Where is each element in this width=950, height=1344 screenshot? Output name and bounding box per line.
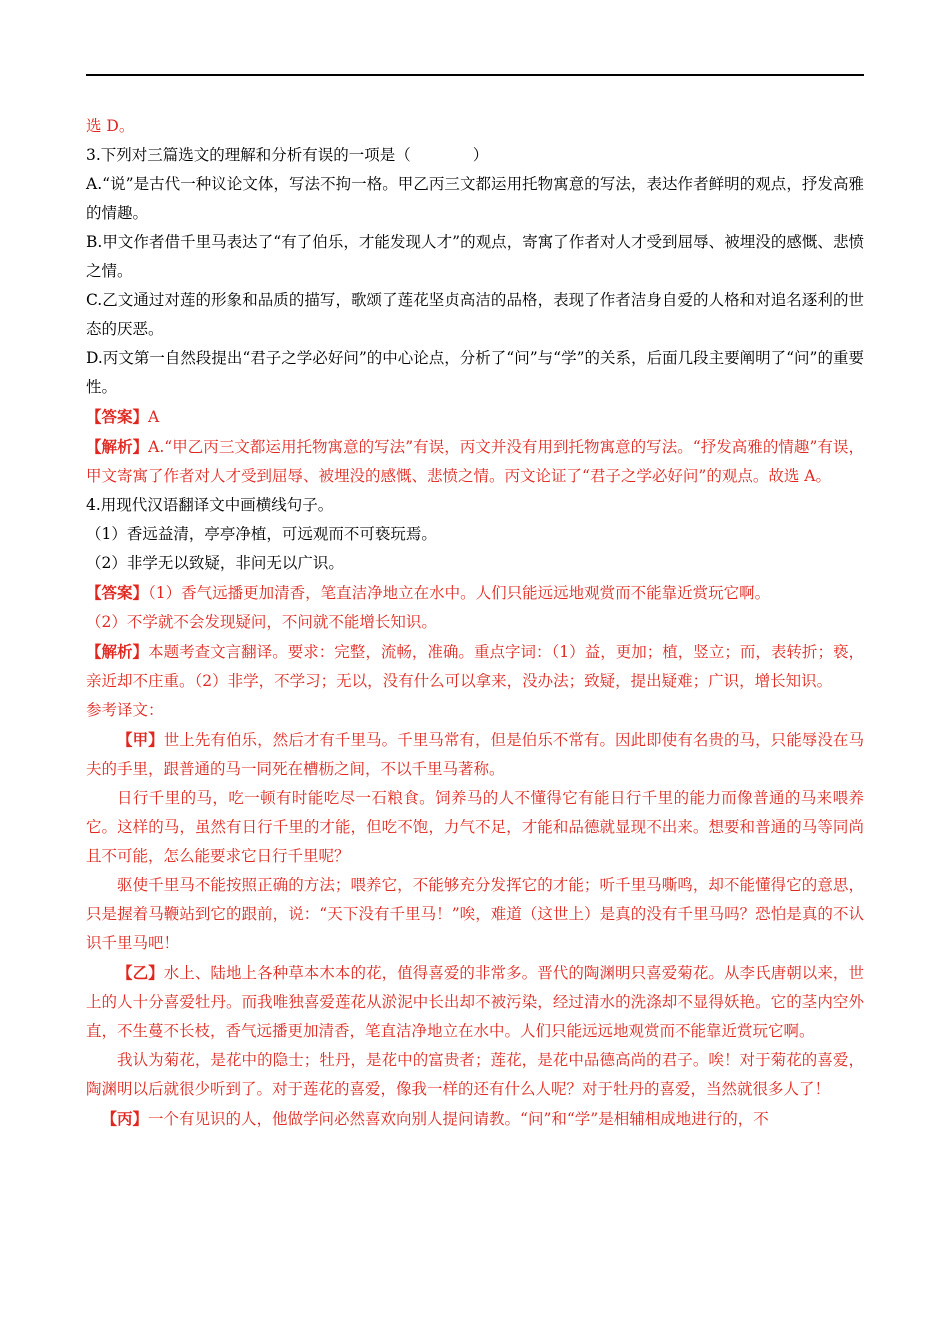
translation-jia-p1 bbox=[86, 725, 864, 784]
analysis-text: 本题考查文言翻译。要求：完整，流畅，准确。重点字词：（1）益，更加；植，竖立；而，表转折；亵，亲近却不庄重。（2）非学，不学习；无以，没有什么可以拿来，没办法；致疑，提出疑难；广识，增长知识。 bbox=[86, 643, 864, 690]
bing-tag: 【丙】 bbox=[101, 1109, 149, 1128]
translation-yi-p2: 我认为菊花，是花中的隐士；牡丹，是花中的富贵者；莲花，是花中品德高尚的君子。唉！对于菊花的喜爱，陶渊明以后就很少听到了。对于莲花的喜爱，像我一样的还有什么人呢？对于牡丹的喜爱，当然就很多人了！ bbox=[86, 1051, 864, 1098]
q3-option-a: A.“说”是古代一种议论文体，写法不拘一格。甲乙丙三文都运用托物寓意的写法，表达作者鲜明的观点，抒发高雅的情趣。 bbox=[86, 175, 864, 222]
answer-tag: 【答案】 bbox=[86, 583, 149, 602]
q3-option-d: D.丙文第一自然段提出“君子之学必好问”的中心论点，分析了“问”与“学”的关系，后面几段主要阐明了“问”的重要性。 bbox=[86, 349, 864, 396]
translation-jia-p2: 日行千里的马，吃一顿有时能吃尽一石粮食。饲养马的人不懂得它有能日行千里的能力而像普通的马来喂养它。这样的马，虽然有日行千里的才能，但吃不饱，力气不足，才能和品德就显现不出来。想要和普通的马等同尚且不可能，怎么能要求它日行千里呢？ bbox=[86, 789, 864, 865]
q3-option-c: C.乙文通过对莲的形象和品质的描写，歌颂了莲花坚贞高洁的品格，表现了作者洁身自爱的人格和对追名逐利的世态的厌恶。 bbox=[86, 291, 864, 338]
yi-text-1: 水上、陆地上各种草本木本的花，值得喜爱的非常多。晋代的陶渊明只喜爱菊花。从李氏唐朝以来，世上的人十分喜爱牡丹。而我唯独喜爱莲花从淤泥中长出却不被污染，经过清水的洗涤却不显得妖艳。它的茎内空外直，不生蔓不长枝，香气远播更加清香，笔直洁净地立在水中。人们只能远远地观赏而不能靠近赏玩它啊。 bbox=[86, 964, 864, 1040]
jia-tag: 【甲】 bbox=[117, 730, 164, 749]
q4-item-1: （1）香远益清，亭亭净植，可远观而不可亵玩焉。 bbox=[86, 525, 437, 543]
header-rule bbox=[86, 74, 864, 76]
yi-tag: 【乙】 bbox=[117, 963, 164, 982]
previous-answer-tail: 选 D。 bbox=[86, 117, 135, 135]
analysis-tag: 【解析】 bbox=[86, 642, 149, 661]
jia-text-1: 世上先有伯乐，然后才有千里马。千里马常有，但是伯乐不常有。因此即使有名贵的马，只能辱没在马夫的手里，跟普通的马一同死在槽枥之间，不以千里马著称。 bbox=[86, 731, 864, 778]
q3-option-b: B.甲文作者借千里马表达了“有了伯乐，才能发现人才”的观点，寄寓了作者对人才受到屈辱、被埋没的感慨、悲愤之情。 bbox=[86, 233, 864, 280]
q3-answer bbox=[86, 402, 864, 432]
q4-analysis bbox=[86, 637, 864, 696]
bing-text-1: 一个有见识的人，他做学问必然喜欢向别人提问请教。“问”和“学”是相辅相成地进行的，不 bbox=[148, 1110, 769, 1128]
q3-analysis bbox=[86, 432, 864, 491]
analysis-tag: 【解析】 bbox=[86, 437, 149, 456]
answer-tag: 【答案】 bbox=[86, 407, 149, 426]
analysis-text: A.“甲乙丙三文都运用托物寓意的写法”有误，丙文并没有用到托物寓意的写法。“抒发高雅的情趣”有误，甲文寄寓了作者对人才受到屈辱、被埋没的感慨、悲愤之情。丙文论证了“君子之学必好问”的观点。故选 A。 bbox=[86, 438, 864, 485]
translation-jia-p3: 驱使千里马不能按照正确的方法；喂养它，不能够充分发挥它的才能；听千里马嘶鸣，却不能懂得它的意思，只是握着马鞭站到它的跟前，说：“天下没有千里马！”唉，难道（这世上）是真的没有千里马吗？恐怕是真的不认识千里马吧！ bbox=[86, 876, 864, 952]
answer-value: A bbox=[148, 408, 160, 426]
q4-answer-2: （2）不学就不会发现疑问，不问就不能增长知识。 bbox=[86, 613, 437, 631]
document-body bbox=[86, 112, 864, 1134]
q4-question: 4.用现代汉语翻译文中画横线句子。 bbox=[86, 496, 334, 514]
q4-item-2: （2）非学无以致疑，非问无以广识。 bbox=[86, 554, 344, 572]
translation-yi-p1 bbox=[86, 958, 864, 1046]
translation-label: 参考译文： bbox=[86, 701, 164, 719]
q3-question: 3.下列对三篇选文的理解和分析有误的一项是（ ） bbox=[86, 146, 489, 164]
answer-text-1: （1）香气远播更加清香，笔直洁净地立在水中。人们只能远远地观赏而不能靠近赏玩它啊。 bbox=[148, 584, 771, 602]
q4-answer bbox=[86, 578, 864, 608]
translation-bing-p1 bbox=[86, 1104, 864, 1134]
